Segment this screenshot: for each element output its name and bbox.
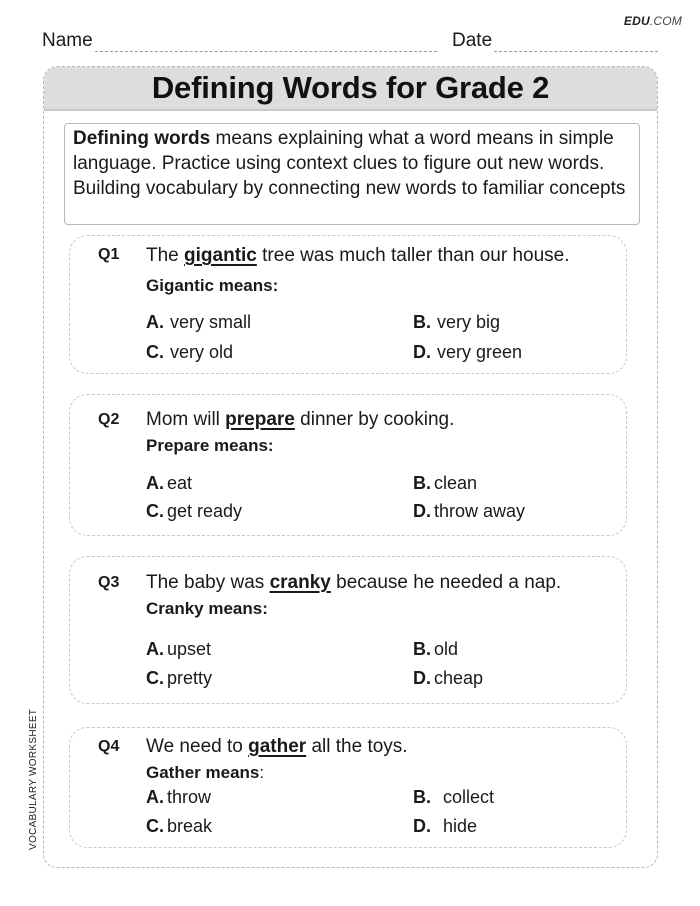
sentence-end: tree was much taller than our house.: [256, 245, 570, 266]
option-letter: A.: [146, 312, 164, 332]
option-text: break: [167, 816, 213, 836]
brand-logo-bold: EDU: [623, 14, 650, 28]
sentence-end: all the toys.: [306, 736, 408, 757]
option-text: get ready: [167, 501, 243, 521]
option-letter: D.: [413, 501, 431, 521]
question-card-3: [69, 556, 627, 704]
option-a[interactable]: [146, 639, 211, 660]
option-text: hide: [443, 816, 478, 836]
option-a[interactable]: [146, 787, 211, 808]
keyword: gigantic: [184, 245, 257, 266]
option-text: cheap: [434, 668, 484, 688]
option-a[interactable]: [146, 312, 251, 333]
name-blank-line[interactable]: [95, 30, 437, 52]
option-text: clean: [434, 473, 478, 493]
question-card-2: [69, 394, 627, 536]
option-text: very old: [170, 342, 234, 362]
question-sentence: [146, 409, 454, 431]
question-prompt: Gigantic means:: [146, 276, 279, 295]
option-letter: C.: [146, 501, 164, 521]
option-text: eat: [167, 473, 193, 493]
sentence-end: because he needed a nap.: [330, 572, 562, 593]
keyword: gather: [248, 736, 307, 757]
option-letter: D.: [413, 342, 431, 362]
option-text: throw: [167, 787, 212, 807]
keyword: prepare: [225, 409, 295, 430]
question-prompt: Cranky means:: [146, 599, 268, 618]
option-letter: C.: [146, 816, 164, 836]
option-c[interactable]: [146, 668, 212, 689]
option-letter: A.: [146, 639, 164, 659]
question-card-4: [69, 727, 627, 848]
intro-text: means explaining what a word means in simple language. Practice using context clues to figure out new words. Building vocabulary by connecting new words to familiar concepts: [73, 128, 626, 199]
worksheet-header: [44, 67, 657, 111]
option-letter: D.: [413, 668, 431, 688]
question-card-1: [69, 235, 627, 374]
intro-box: [64, 123, 640, 225]
question-number: Q3: [98, 574, 120, 591]
option-letter: D.: [413, 816, 431, 836]
question-number: Q1: [98, 246, 120, 263]
option-text: pretty: [167, 668, 213, 688]
sentence-start: The baby was: [146, 572, 270, 593]
intro-term: Defining words: [73, 128, 211, 149]
option-text: old: [434, 639, 459, 659]
option-letter: A.: [146, 787, 164, 807]
option-b[interactable]: [413, 787, 494, 808]
option-text: very small: [170, 312, 252, 332]
question-number: Q4: [98, 738, 120, 755]
question-prompt: Prepare means:: [146, 436, 274, 455]
prompt-colon: :: [259, 763, 265, 782]
option-d[interactable]: [413, 342, 522, 363]
option-b[interactable]: [413, 639, 458, 660]
option-text: collect: [443, 787, 495, 807]
option-b[interactable]: [413, 312, 500, 333]
question-prompt: [146, 763, 264, 783]
date-field[interactable]: [452, 30, 658, 52]
option-b[interactable]: [413, 473, 477, 494]
question-sentence: [146, 736, 408, 758]
sentence-start: The: [146, 245, 185, 266]
brand-logo: [624, 14, 682, 28]
option-letter: C.: [146, 668, 164, 688]
option-letter: C.: [146, 342, 164, 362]
question-number: Q2: [98, 411, 120, 428]
option-letter: B.: [413, 312, 431, 332]
option-letter: B.: [413, 639, 431, 659]
option-d[interactable]: [413, 668, 483, 689]
name-label: Name: [42, 30, 93, 51]
option-c[interactable]: [146, 501, 242, 522]
question-sentence: [146, 572, 561, 594]
date-blank-line[interactable]: [494, 30, 658, 52]
prompt-text: Gather means: [146, 763, 260, 782]
name-date-row: [42, 30, 658, 54]
option-text: throw away: [434, 501, 526, 521]
option-text: very big: [437, 312, 501, 332]
side-label: VOCABULARY WORKSHEET: [28, 708, 39, 850]
option-text: upset: [167, 639, 212, 659]
option-letter: B.: [413, 787, 431, 807]
worksheet-title: Defining Words for Grade 2: [151, 70, 550, 105]
sentence-start: Mom will: [146, 409, 226, 430]
option-c[interactable]: [146, 342, 233, 363]
keyword: cranky: [269, 572, 331, 593]
name-field[interactable]: [42, 30, 437, 52]
brand-logo-suffix: .COM: [649, 14, 682, 28]
option-d[interactable]: [413, 816, 477, 837]
option-c[interactable]: [146, 816, 212, 837]
option-text: very green: [437, 342, 523, 362]
worksheet-card: [43, 66, 658, 868]
sentence-start: We need to: [146, 736, 249, 757]
date-label: Date: [452, 30, 493, 51]
sentence-end: dinner by cooking.: [294, 409, 455, 430]
question-sentence: [146, 245, 569, 267]
option-letter: A.: [146, 473, 164, 493]
option-d[interactable]: [413, 501, 525, 522]
option-letter: B.: [413, 473, 431, 493]
option-a[interactable]: [146, 473, 192, 494]
